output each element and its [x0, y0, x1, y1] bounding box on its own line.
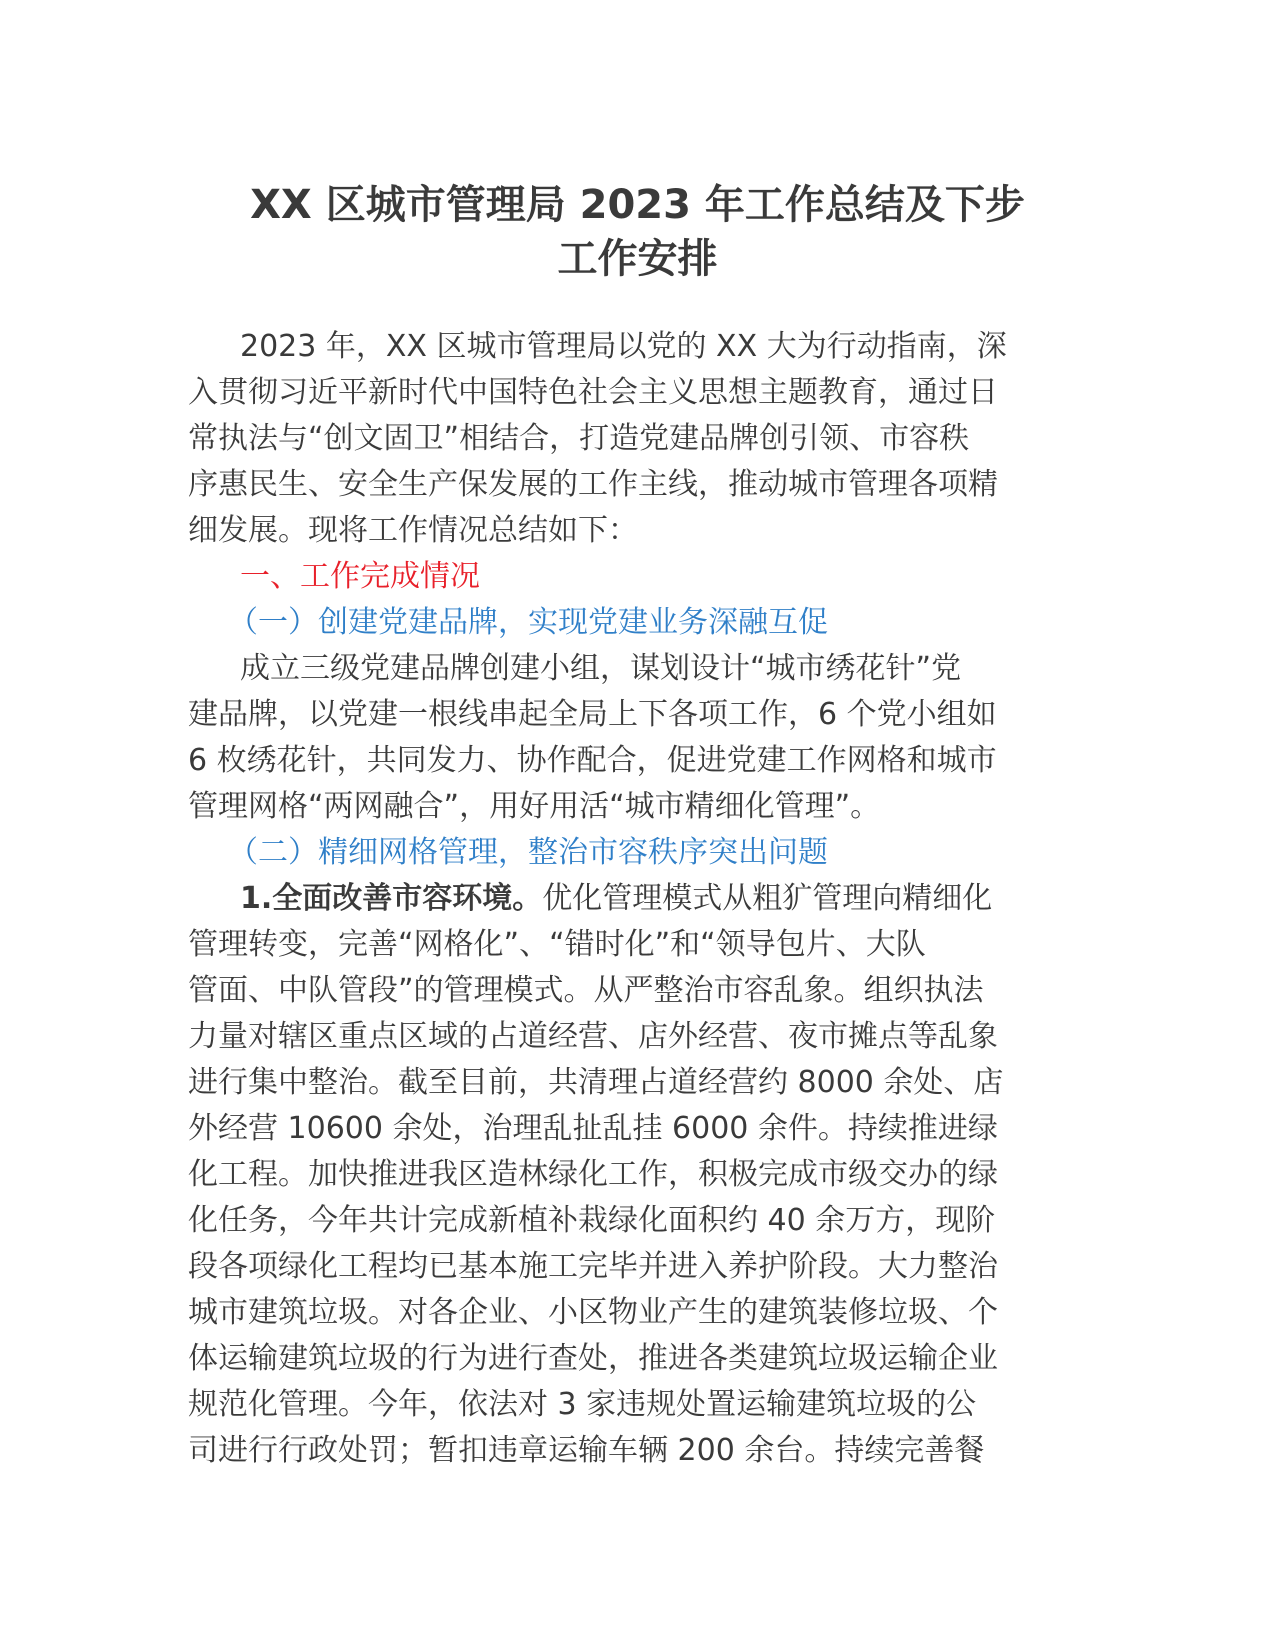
text-line: 6 枚绣花针，共同发力、协作配合，促进党建工作网格和城市	[188, 743, 997, 778]
text-line	[188, 876, 1088, 922]
text-line: 化任务，今年共计完成新植补栽绿化面积约 40 余万方，现阶	[188, 1203, 996, 1238]
text-line: 体运输建筑垃圾的行为进行查处，推进各类建筑垃圾运输企业	[188, 1341, 998, 1376]
text-line: 管理网格“两网融合”，用好用活“城市精细化管理”。	[188, 789, 881, 824]
text-line: 2023 年，XX 区城市管理局以党的 XX 大为行动指南，深	[240, 329, 1007, 364]
subsection-paragraph	[188, 646, 1088, 830]
text-line: 段各项绿化工程均已基本施工完毕并进入养护阶段。大力整治	[188, 1249, 998, 1284]
text-line: 进行集中整治。截至目前，共清理占道经营约 8000 余处、店	[188, 1065, 1004, 1100]
text-line: 成立三级党建品牌创建小组，谋划设计“城市绣花针”党	[240, 651, 962, 686]
point-label: 1.全面改善市容环境。	[240, 881, 543, 916]
text-line: 规范化管理。今年，依法对 3 家违规处置运输建筑垃圾的公	[188, 1387, 977, 1422]
intro-paragraph	[188, 324, 1088, 554]
text-line: 序惠民生、安全生产保发展的工作主线，推动城市管理各项精	[188, 467, 998, 502]
subsection-heading: （一）创建党建品牌，实现党建业务深融互促	[228, 605, 828, 640]
text-line: 管理转变，完善“网格化”、“错时化”和“领导包片、大队	[188, 927, 926, 962]
document-body	[188, 324, 1088, 1474]
document-title	[180, 178, 1095, 286]
title-line: XX 区城市管理局 2023 年工作总结及下步	[250, 182, 1025, 228]
text-line: 建品牌，以党建一根线串起全局上下各项工作，6 个党小组如	[188, 697, 997, 732]
text-line: 司进行行政处罚；暂扣违章运输车辆 200 余台。持续完善餐	[188, 1433, 985, 1468]
text-line: 细发展。现将工作情况总结如下：	[188, 513, 638, 548]
point-paragraph	[188, 876, 1088, 1474]
text-line: 城市建筑垃圾。对各企业、小区物业产生的建筑装修垃圾、个	[188, 1295, 998, 1330]
text-line: 化工程。加快推进我区造林绿化工作，积极完成市级交办的绿	[188, 1157, 998, 1192]
point-text: 优化管理模式从粗犷管理向精细化	[542, 881, 993, 916]
text-line: 力量对辖区重点区域的占道经营、店外经营、夜市摊点等乱象	[188, 1019, 998, 1054]
text-line: 常执法与“创文固卫”相结合，打造党建品牌创引领、市容秩	[188, 421, 970, 456]
text-line: 入贯彻习近平新时代中国特色社会主义思想主题教育，通过日	[188, 375, 998, 410]
subsection-heading: （二）精细网格管理，整治市容秩序突出问题	[228, 835, 828, 870]
text-line: 管面、中队管段”的管理模式。从严整治市容乱象。组织执法	[188, 973, 984, 1008]
text-line: 外经营 10600 余处，治理乱扯乱挂 6000 余件。持续推进绿	[188, 1111, 998, 1146]
section-heading: 一、工作完成情况	[240, 559, 480, 594]
title-line: 工作安排	[557, 236, 718, 282]
